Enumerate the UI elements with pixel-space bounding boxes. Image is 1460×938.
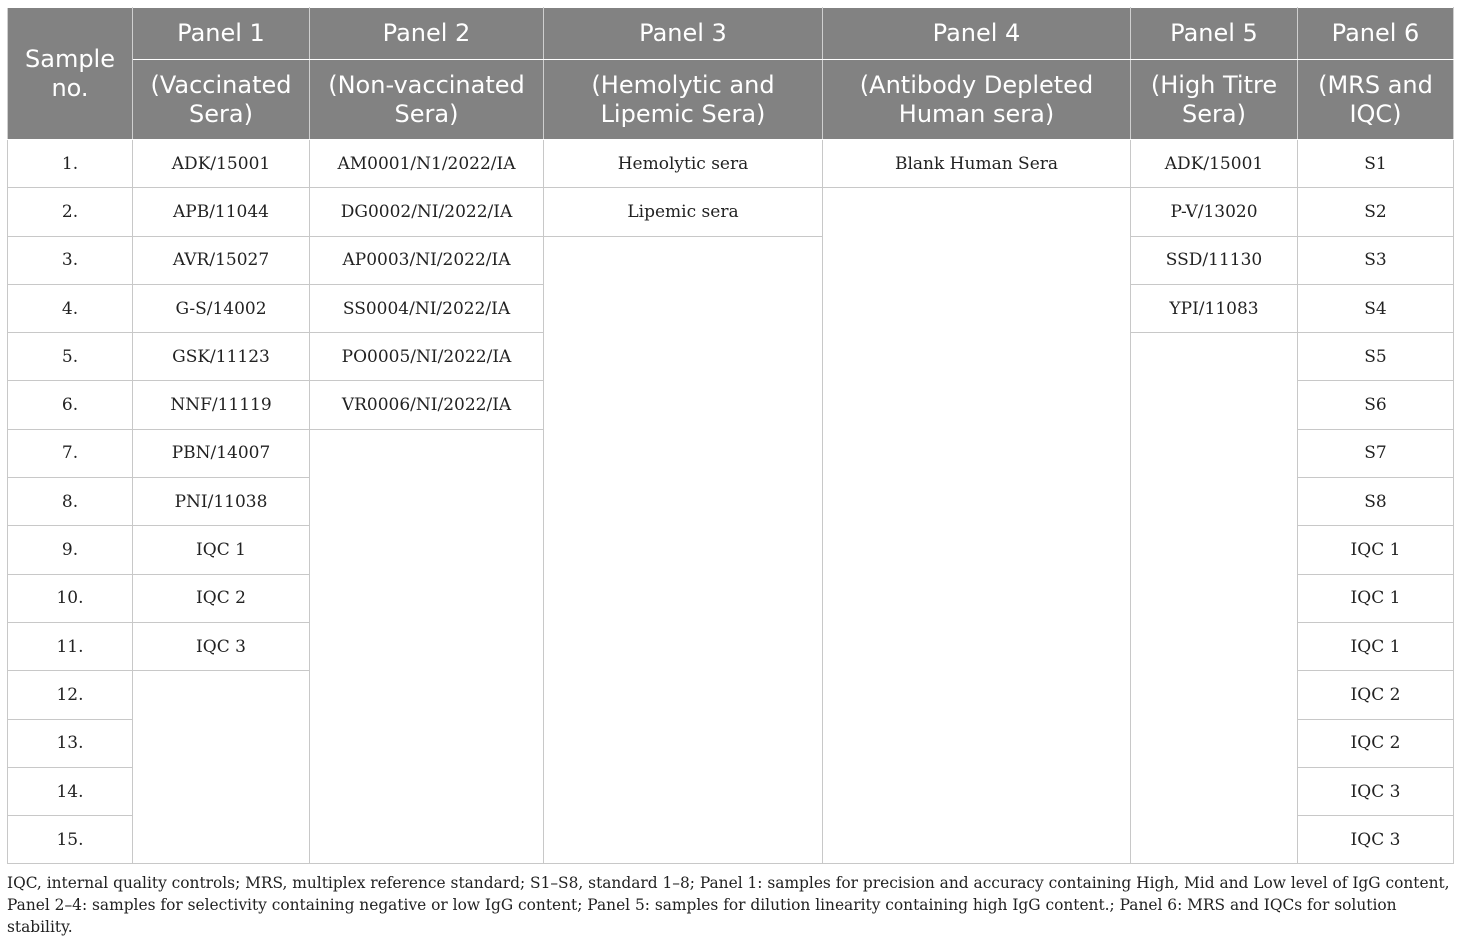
table-body [8,140,1454,864]
panel-6-cell: IQC 1 [1298,526,1454,574]
sample-no-cell: 3. [8,236,133,284]
panel-5-description: (High Titre Sera) [1131,60,1298,140]
sample-no-header: Sample no. [8,8,133,140]
panel-1-cell: G-S/14002 [133,284,310,332]
panel-6-cell: S1 [1298,140,1454,188]
panel-5-cell: YPI/11083 [1131,284,1298,332]
panel-6-description: (MRS and IQC) [1298,60,1454,140]
sample-no-cell: 7. [8,429,133,477]
panel-1-cell: NNF/11119 [133,381,310,429]
table-header [8,8,1454,140]
panel-1-cell: IQC 2 [133,574,310,622]
panel-4-empty-cell [823,188,1131,864]
panel-3-cell: Hemolytic sera [544,140,823,188]
panel-6-cell: IQC 1 [1298,622,1454,670]
panel-1-cell: PBN/14007 [133,429,310,477]
panel-5-header: Panel 5 [1131,8,1298,60]
panel-1-description: (Vaccinated Sera) [133,60,310,140]
panel-2-cell: AP0003/NI/2022/IA [310,236,544,284]
panel-2-cell: AM0001/N1/2022/IA [310,140,544,188]
table-row [8,236,1454,284]
table-row [8,140,1454,188]
panel-6-cell: S2 [1298,188,1454,236]
panel-4-header: Panel 4 [823,8,1131,60]
sample-no-cell: 13. [8,719,133,767]
panel-1-header: Panel 1 [133,8,310,60]
panel-2-cell: PO0005/NI/2022/IA [310,333,544,381]
panel-5-cell: SSD/11130 [1131,236,1298,284]
panel-3-header: Panel 3 [544,8,823,60]
panel-2-description: (Non-vaccinated Sera) [310,60,544,140]
panel-1-cell: IQC 1 [133,526,310,574]
panel-5-empty-cell [1131,333,1298,864]
panel-3-cell: Lipemic sera [544,188,823,236]
panel-6-cell: S7 [1298,429,1454,477]
sample-no-cell: 15. [8,816,133,864]
panel-6-cell: S4 [1298,284,1454,332]
panel-2-header: Panel 2 [310,8,544,60]
panel-6-cell: IQC 1 [1298,574,1454,622]
sample-no-cell: 12. [8,671,133,719]
panel-2-cell: DG0002/NI/2022/IA [310,188,544,236]
table-footnote: IQC, internal quality controls; MRS, multiplex reference standard; S1–S8, standard 1–8; Panel 1: samples for precision and accuracy containing High, Mid and Low level of IgG content, Panel 2–4: samples for selectivity containing negative or low IgG content; Panel 5: samples for dilution linearity containing high IgG content.; Panel 6: MRS and IQCs for solution stability. [7,874,1450,936]
panel-6-header: Panel 6 [1298,8,1454,60]
panel-2-empty-cell [310,429,544,864]
sample-no-cell: 8. [8,478,133,526]
panel-1-cell: GSK/11123 [133,333,310,381]
sample-no-cell: 4. [8,284,133,332]
panel-6-cell: IQC 2 [1298,719,1454,767]
panel-1-cell: PNI/11038 [133,478,310,526]
panel-3-description: (Hemolytic and Lipemic Sera) [544,60,823,140]
panel-6-cell: IQC 3 [1298,816,1454,864]
table-row [8,188,1454,236]
panel-1-cell: ADK/15001 [133,140,310,188]
panel-1-cell: IQC 3 [133,622,310,670]
panel-6-cell: S8 [1298,478,1454,526]
sample-no-cell: 5. [8,333,133,381]
panel-5-cell: ADK/15001 [1131,140,1298,188]
panel-5-cell: P-V/13020 [1131,188,1298,236]
panel-6-cell: S5 [1298,333,1454,381]
panel-2-cell: VR0006/NI/2022/IA [310,381,544,429]
sample-no-cell: 11. [8,622,133,670]
sample-no-cell: 6. [8,381,133,429]
panel-6-cell: S3 [1298,236,1454,284]
panel-3-empty-cell [544,236,823,864]
panel-6-cell: IQC 2 [1298,671,1454,719]
panel-2-cell: SS0004/NI/2022/IA [310,284,544,332]
sample-no-cell: 10. [8,574,133,622]
panel-6-cell: IQC 3 [1298,767,1454,815]
sample-no-cell: 1. [8,140,133,188]
panel-1-empty-cell [133,671,310,864]
panel-6-cell: S6 [1298,381,1454,429]
panel-4-cell: Blank Human Sera [823,140,1131,188]
sample-no-cell: 9. [8,526,133,574]
panel-4-description: (Antibody Depleted Human sera) [823,60,1131,140]
panel-1-cell: AVR/15027 [133,236,310,284]
sample-no-cell: 2. [8,188,133,236]
sample-no-cell: 14. [8,767,133,815]
panel-1-cell: APB/11044 [133,188,310,236]
samples-table [7,7,1454,864]
